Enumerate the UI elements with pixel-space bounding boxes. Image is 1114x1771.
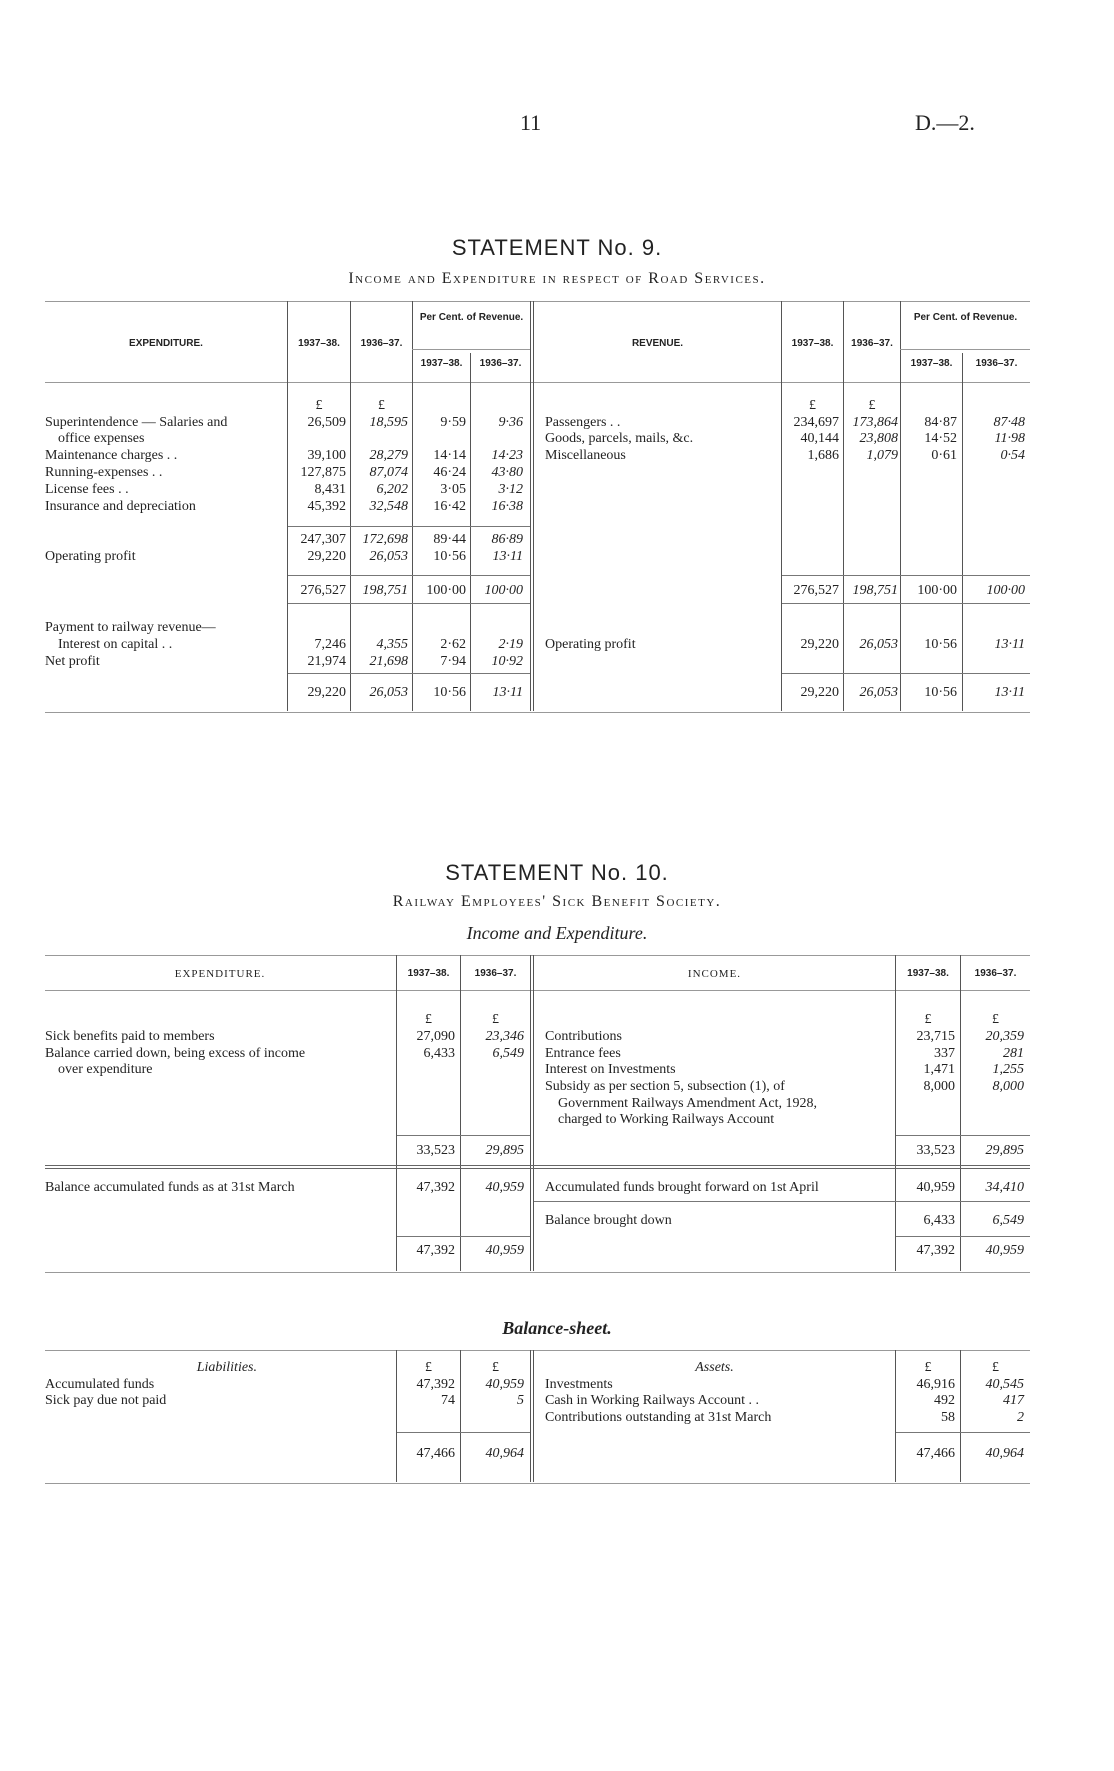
row-label: Sick benefits paid to members [45, 1029, 215, 1044]
row-label: Accumulated funds [45, 1377, 155, 1392]
value-1936: 87,074 [369, 465, 408, 480]
rev-year1-header: 1937–38. [791, 338, 834, 349]
pct-1937: 7·94 [440, 654, 466, 669]
pct-1936: 14·23 [491, 448, 523, 463]
exp-pct-year1-header: 1937–38. [420, 358, 463, 369]
value-1936: 6,549 [992, 1213, 1024, 1228]
pct-1937: 16·42 [433, 499, 466, 514]
row-label: Interest on Investments [545, 1062, 676, 1077]
value-1937: 47,392 [416, 1377, 455, 1392]
pound-sign: £ [992, 1012, 999, 1027]
value-1937: 276,527 [300, 583, 346, 598]
value-1937: 40,144 [800, 431, 839, 446]
value-1937: 8,000 [923, 1079, 955, 1094]
pct-1936: 13·11 [994, 685, 1025, 700]
row-label: Miscellaneous [545, 448, 626, 463]
value-1936: 29,895 [985, 1143, 1024, 1158]
value-1936: 1,255 [992, 1062, 1024, 1077]
value-1937: 29,220 [800, 685, 839, 700]
value-1936: 40,959 [485, 1243, 524, 1258]
value-1937: 33,523 [916, 1143, 955, 1158]
rev-percent-header: Per Cent. of Revenue. [913, 312, 1018, 323]
value-1937: 337 [934, 1046, 955, 1061]
statement-9-subtitle: Income and Expenditure in respect of Road Services. [348, 270, 766, 287]
value-1936: 198,751 [852, 583, 898, 598]
exp-pct-year2-header: 1936–37. [479, 358, 522, 369]
row-label: Goods, parcels, mails, &c. [545, 431, 694, 446]
pct-1937: 100·00 [426, 583, 466, 598]
statement-10-title: STATEMENT No. 10. [445, 860, 669, 885]
row-label: Subsidy as per section 5, subsection (1), of [545, 1079, 785, 1094]
pct-1937: 46·24 [433, 465, 466, 480]
value-1936: 26,053 [369, 685, 408, 700]
row-label: Operating profit [45, 549, 136, 564]
pct-1937: 9·59 [440, 415, 466, 430]
pct-1936: 9·36 [498, 415, 523, 430]
pound-sign: £ [378, 398, 385, 413]
pound-sign: £ [492, 1012, 499, 1027]
value-1936: 8,000 [992, 1079, 1024, 1094]
value-1937: 58 [941, 1410, 955, 1425]
row-label: Contributions outstanding at 31st March [545, 1410, 772, 1425]
value-1937: 21,974 [307, 654, 346, 669]
row-label: Maintenance charges . . [45, 448, 178, 463]
value-1937: 6,433 [923, 1213, 955, 1228]
pound-sign: £ [315, 398, 323, 413]
pct-1937: 10·56 [433, 685, 466, 700]
pct-1937: 84·87 [924, 415, 957, 430]
value-1936: 417 [1003, 1393, 1024, 1408]
exp-year1-header: 1937–38. [298, 338, 340, 349]
value-1936: 1,079 [866, 448, 898, 463]
value-1937: 29,220 [307, 685, 346, 700]
pct-1936: 3·12 [498, 482, 523, 497]
pound-sign: £ [992, 1360, 999, 1375]
value-1937: 46,916 [916, 1377, 955, 1392]
value-1937: 47,392 [416, 1180, 455, 1195]
value-1936: 172,698 [362, 532, 408, 547]
row-label-continued: over expenditure [58, 1062, 153, 1077]
value-1937: 247,307 [300, 532, 346, 547]
value-1937: 1,686 [807, 448, 839, 463]
pct-1937: 10·56 [924, 637, 957, 652]
pct-1936: 11·98 [994, 431, 1025, 446]
value-1936: 2 [1017, 1410, 1024, 1425]
pct-1937: 89·44 [433, 532, 466, 547]
row-label: Superintendence — Salaries and [45, 415, 228, 430]
pct-1937: 3·05 [440, 482, 466, 497]
value-1936: 4,355 [376, 637, 408, 652]
value-1936: 40,545 [985, 1377, 1024, 1392]
value-1936: 32,548 [369, 499, 408, 514]
row-label: Balance brought down [545, 1213, 672, 1228]
pct-1936: 16·38 [491, 499, 523, 514]
value-1936: 18,595 [369, 415, 408, 430]
value-1936: 281 [1003, 1046, 1024, 1061]
assets-header: Assets. [695, 1360, 734, 1375]
row-label: Sick pay due not paid [45, 1393, 167, 1408]
statement-9-title: STATEMENT No. 9. [451, 235, 663, 260]
pound-sign: £ [868, 398, 876, 413]
value-1936: 29,895 [485, 1143, 524, 1158]
value-1936: 40,964 [985, 1446, 1024, 1461]
value-1936: 6,202 [376, 482, 408, 497]
row-label-continued: charged to Working Railways Account [558, 1112, 775, 1127]
pct-1936: 86·89 [491, 532, 523, 547]
value-1936: 173,864 [852, 415, 898, 430]
revenue-header: REVENUE. [631, 338, 684, 349]
page-number: 11 [520, 110, 542, 135]
pct-1936: 2·19 [498, 637, 523, 652]
inc-year2-header: 1936–37. [974, 968, 1017, 979]
payment-label: Payment to railway revenue— [45, 620, 216, 635]
value-1936: 40,959 [485, 1377, 524, 1392]
exp-year1-header: 1937–38. [407, 968, 450, 979]
value-1937: 29,220 [307, 549, 346, 564]
inc-year1-header: 1937–38. [907, 968, 949, 979]
pct-1937: 14·14 [433, 448, 466, 463]
value-1937: 47,392 [416, 1243, 455, 1258]
value-1937: 33,523 [416, 1143, 455, 1158]
value-1936: 23,808 [859, 431, 898, 446]
pound-sign: £ [809, 398, 816, 413]
value-1936: 6,549 [492, 1046, 524, 1061]
pct-1936: 13·11 [994, 637, 1025, 652]
value-1936: 21,698 [369, 654, 408, 669]
exp-year2-header: 1936–37. [474, 968, 517, 979]
value-1937: 74 [441, 1393, 455, 1408]
row-label: Balance carried down, being excess of income [45, 1046, 306, 1061]
pound-sign: £ [425, 1360, 432, 1375]
value-1936: 26,053 [369, 549, 408, 564]
pct-1936: 100·00 [484, 583, 523, 598]
value-1937: 276,527 [793, 583, 839, 598]
income-header: INCOME. [687, 968, 742, 980]
exp-percent-header: Per Cent. of Revenue. [419, 312, 524, 323]
pct-1937: 2·62 [440, 637, 466, 652]
value-1936: 26,053 [859, 685, 898, 700]
expenditure-header: EXPENDITURE. [129, 338, 203, 349]
pct-1937: 10·56 [924, 685, 957, 700]
value-1937: 23,715 [916, 1029, 955, 1044]
value-1936: 40,964 [485, 1446, 524, 1461]
value-1936: 26,053 [859, 637, 898, 652]
value-1937: 29,220 [800, 637, 839, 652]
pound-sign: £ [492, 1360, 499, 1375]
pct-1936: 13·11 [492, 685, 523, 700]
pct-1936: 43·80 [491, 465, 523, 480]
row-label: Operating profit [545, 637, 636, 652]
row-label-continued: office expenses [58, 431, 145, 446]
value-1937: 8,431 [314, 482, 346, 497]
value-1936: 40,959 [485, 1180, 524, 1195]
value-1937: 47,466 [916, 1446, 955, 1461]
pound-sign: £ [924, 1012, 932, 1027]
row-label: Balance accumulated funds as at 31st March [45, 1180, 295, 1195]
pct-1936: 10·92 [491, 654, 523, 669]
rev-year2-header: 1936–37. [851, 338, 893, 349]
pound-sign: £ [425, 1012, 432, 1027]
pct-1937: 100·00 [917, 583, 957, 598]
row-label: Contributions [545, 1029, 623, 1044]
value-1936: 23,346 [485, 1029, 524, 1044]
pct-1937: 14·52 [924, 431, 957, 446]
rev-pct-year1-header: 1937–38. [910, 358, 953, 369]
row-label: Investments [545, 1377, 613, 1392]
pct-1937: 0·61 [931, 448, 957, 463]
value-1936: 20,359 [985, 1029, 1024, 1044]
value-1937: 6,433 [423, 1046, 455, 1061]
value-1937: 45,392 [307, 499, 346, 514]
row-label: Passengers . . [545, 415, 621, 430]
row-label: Cash in Working Railways Account . . [545, 1393, 760, 1408]
statement-10-subtitle: Railway Employees' Sick Benefit Society. [392, 893, 722, 910]
value-1936: 198,751 [362, 583, 408, 598]
value-1937: 26,509 [307, 415, 346, 430]
exp-year2-header: 1936–37. [360, 338, 403, 349]
row-label: Entrance fees [545, 1046, 621, 1061]
expenditure-header: EXPENDITURE. [174, 968, 266, 980]
value-1937: 127,875 [300, 465, 346, 480]
value-1937: 1,471 [923, 1062, 955, 1077]
row-label: Net profit [45, 654, 100, 669]
value-1937: 39,100 [307, 448, 346, 463]
value-1937: 27,090 [416, 1029, 455, 1044]
pct-1936: 0·54 [1000, 448, 1025, 463]
pct-1936: 100·00 [986, 583, 1025, 598]
rev-pct-year2-header: 1936–37. [975, 358, 1018, 369]
value-1936: 40,959 [985, 1243, 1024, 1258]
pct-1937: 10·56 [433, 549, 466, 564]
row-label: Interest on capital . . [58, 637, 173, 652]
row-label: Running-expenses . . [45, 465, 163, 480]
balance-sheet-heading: Balance-sheet. [502, 1318, 612, 1338]
row-label-continued: Government Railways Amendment Act, 1928, [558, 1096, 817, 1111]
pct-1936: 87·48 [993, 415, 1025, 430]
pound-sign: £ [924, 1360, 932, 1375]
value-1937: 7,246 [314, 637, 346, 652]
value-1936: 34,410 [985, 1180, 1024, 1195]
document-reference: D.—2. [915, 110, 975, 135]
value-1937: 47,392 [916, 1243, 955, 1258]
value-1936: 5 [517, 1393, 524, 1408]
value-1937: 47,466 [416, 1446, 455, 1461]
value-1937: 40,959 [916, 1180, 955, 1195]
row-label: Insurance and depreciation [45, 499, 196, 514]
pct-1936: 13·11 [492, 549, 523, 564]
liabilities-header: Liabilities. [196, 1360, 257, 1375]
income-expenditure-heading: Income and Expenditure. [466, 923, 648, 943]
value-1937: 234,697 [793, 415, 839, 430]
row-label: License fees . . [45, 482, 129, 497]
value-1937: 492 [934, 1393, 955, 1408]
row-label: Accumulated funds brought forward on 1st April [545, 1180, 819, 1195]
value-1936: 28,279 [369, 448, 408, 463]
